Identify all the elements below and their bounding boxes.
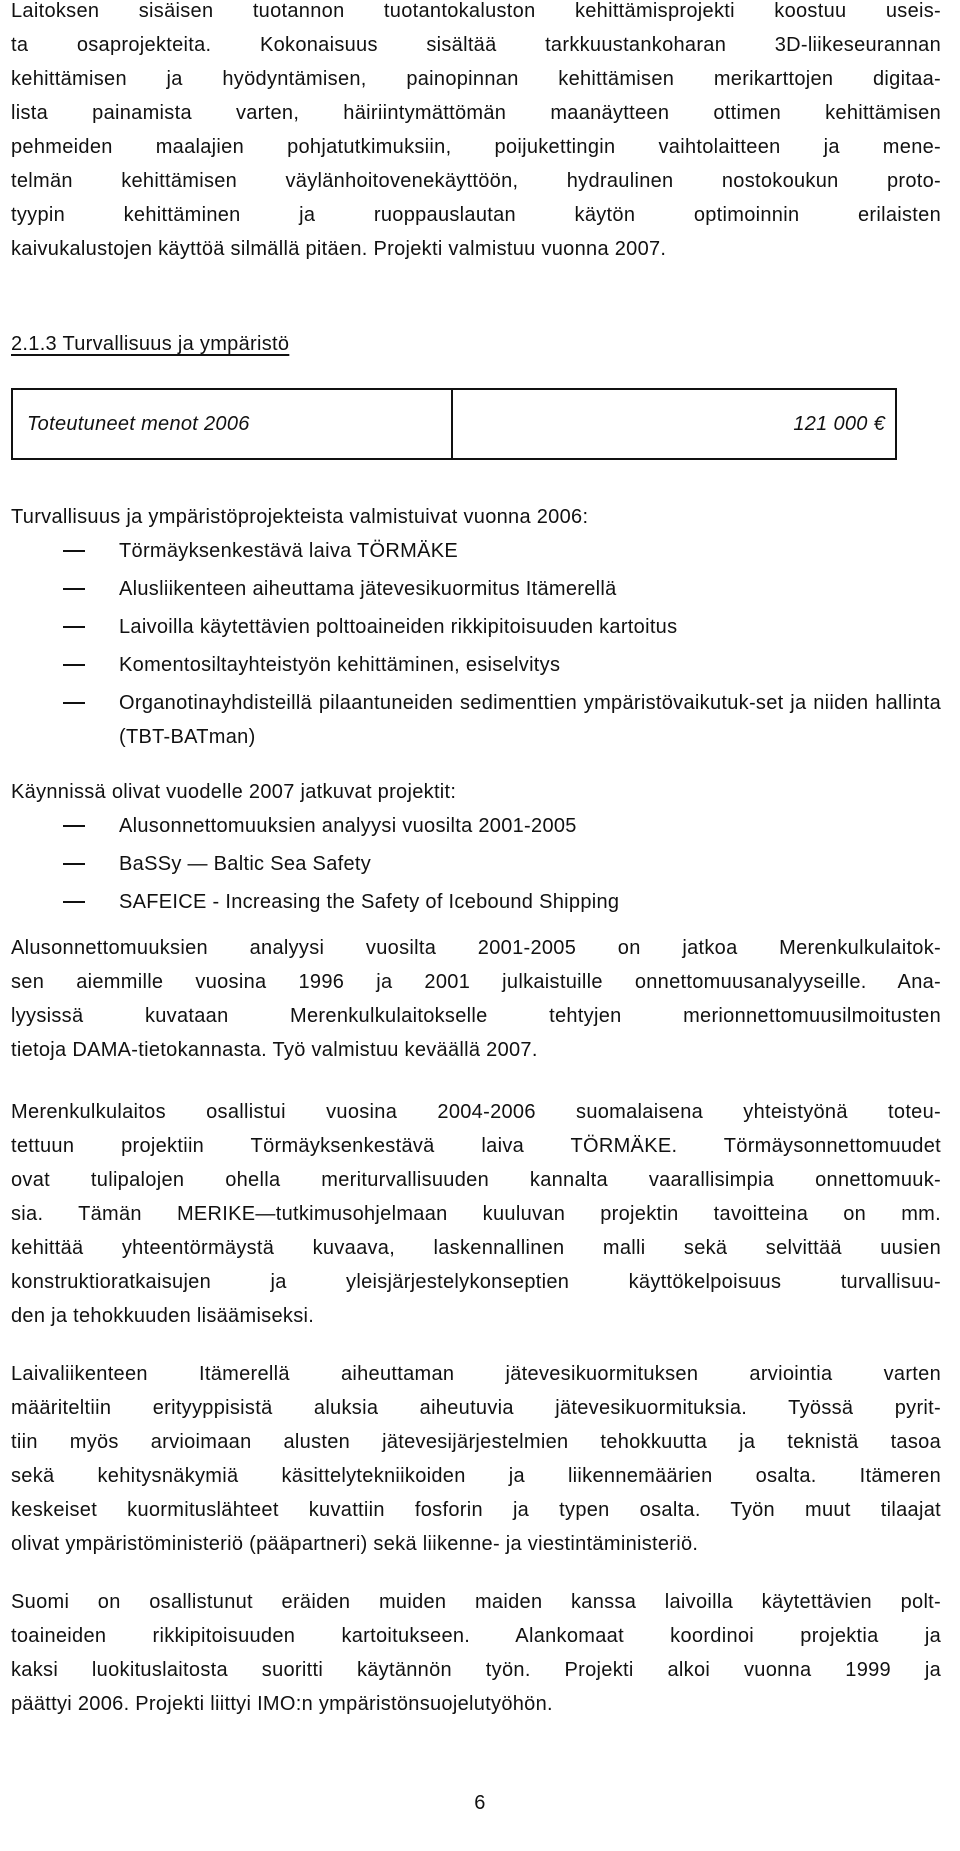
list-item: Laivoilla käytettävien polttoaineiden rikkipitoisuuden kartoitus [11, 610, 941, 644]
paragraph-tormake [11, 1095, 941, 1333]
text-line: määriteltiin erityyppisistä aluksia aiheutuvia jätevesikuormituksia. Työssä pyrit- [11, 1397, 941, 1419]
page-number: 6 [474, 1792, 486, 1814]
text-line: tietoja DAMA-tietokannasta. Työ valmistuu keväällä 2007. [11, 1039, 538, 1061]
text-line: telmän kehittämisen väylänhoitovenekäyttöön, hydraulinen nostokoukun proto- [11, 170, 941, 192]
dash-bullet-icon [63, 901, 85, 903]
text-line: den ja tehokkuuden lisäämiseksi. [11, 1305, 315, 1327]
text-line: konstruktioratkaisujen ja yleisjärjestelykonseptien käyttökelpoisuus turvallisuu- [11, 1271, 941, 1293]
dash-bullet-icon [63, 626, 85, 628]
list-item: Organotinayhdisteillä pilaantuneiden sedimenttien ympäristövaikutuk-set ja niiden hallinta (TBT-BATman) [11, 686, 941, 754]
text-line: ovat tulipalojen ohella meriturvallisuuden kannalta vaarallisimpia onnettomuuk- [11, 1169, 941, 1191]
text-line: keskeiset kuormituslähteet kuvattiin fosforin ja typen osalta. Työn muut tilaajat [11, 1499, 941, 1521]
text-line: tyypin kehittäminen ja ruoppauslautan käytön optimoinnin erilaisten [11, 204, 941, 226]
dash-bullet-icon [63, 825, 85, 827]
cost-label: Toteutuneet menot 2006 [13, 390, 453, 458]
cost-value: 121 000 € [793, 412, 885, 435]
intro-paragraph [11, 0, 941, 266]
list-item: Alusonnettomuuksien analyysi vuosilta 2001-2005 [11, 809, 941, 843]
text-line: sia. Tämän MERIKE—tutkimusohjelmaan kuuluvan projektin tavoitteina on mm. [11, 1203, 941, 1225]
dash-bullet-icon [63, 664, 85, 666]
dash-bullet-icon [63, 588, 85, 590]
text-line: Suomi on osallistunut eräiden muiden maiden kanssa laivoilla käytettävien polt- [11, 1591, 941, 1613]
text-line: lista painamista varten, häiriintymättömän maanäytteen ottimen kehittämisen [11, 102, 941, 124]
list-item: SAFEICE - Increasing the Safety of Icebound Shipping [11, 885, 941, 919]
text-line: kehittämisen ja hyödyntämisen, painopinnan kehittämisen merikarttojen digitaa- [11, 68, 941, 90]
section-heading: 2.1.3 Turvallisuus ja ympäristö [11, 333, 290, 355]
text-line: pehmeiden maalajien pohjatutkimuksiin, poijukettingin vaihtolaitteen ja mene- [11, 136, 941, 158]
text-line: lyysissä kuvataan Merenkulkulaitokselle tehtyjen merionnettomuusilmoitusten [11, 1005, 941, 1027]
cost-table [11, 388, 897, 460]
completed-projects [11, 500, 941, 758]
text-line: sekä kehitysnäkymiä käsittelytekniikoiden ja liikennemäärien osalta. Itämeren [11, 1465, 941, 1487]
list-item: Törmäyksenkestävä laiva TÖRMÄKE [11, 534, 941, 568]
list-item: Komentosiltayhteistyön kehittäminen, esiselvitys [11, 648, 941, 682]
text-line: ta osaprojekteita. Kokonaisuus sisältää tarkkuustankoharan 3D-liikeseurannan [11, 34, 941, 56]
text-line: päättyi 2006. Projekti liittyi IMO:n ympäristönsuojelutyöhön. [11, 1693, 553, 1715]
list-item: BaSSy — Baltic Sea Safety [11, 847, 941, 881]
list-item: Alusliikenteen aiheuttama jätevesikuormitus Itämerellä [11, 572, 941, 606]
dash-bullet-icon [63, 550, 85, 552]
text-line: sen aiemmille vuosina 1996 ja 2001 julkaistuille onnettomuusanalyyseille. Ana- [11, 971, 941, 993]
dash-bullet-icon [63, 702, 85, 704]
text-line: tettuun projektiin Törmäyksenkestävä laiva TÖRMÄKE. Törmäysonnettomuudet [11, 1135, 941, 1157]
ongoing-intro: Käynnissä olivat vuodelle 2007 jatkuvat projektit: [11, 781, 457, 803]
paragraph-analysis [11, 931, 941, 1067]
text-line: Alusonnettomuuksien analyysi vuosilta 2001-2005 on jatkoa Merenkulkulaitok- [11, 937, 941, 959]
dash-bullet-icon [63, 863, 85, 865]
text-line: kaksi luokituslaitosta suoritti käytännön työn. Projekti alkoi vuonna 1999 ja [11, 1659, 941, 1681]
text-line: tiin myös arvioimaan alusten jätevesijärjestelmien tehokkuutta ja teknistä tasoa [11, 1431, 941, 1453]
ongoing-projects [11, 775, 941, 923]
paragraph-wastewater [11, 1357, 941, 1561]
paragraph-sulphur [11, 1585, 941, 1721]
text-line: Laitoksen sisäisen tuotannon tuotantokaluston kehittämisprojekti koostuu useis- [11, 0, 941, 22]
text-line: toaineiden rikkipitoisuuden kartoitukseen. Alankomaat koordinoi projektia ja [11, 1625, 941, 1647]
text-line: Laivaliikenteen Itämerellä aiheuttaman jätevesikuormituksen arviointia varten [11, 1363, 941, 1385]
completed-intro: Turvallisuus ja ympäristöprojekteista valmistuivat vuonna 2006: [11, 506, 589, 528]
text-line: olivat ympäristöministeriö (pääpartneri) sekä liikenne- ja viestintäministeriö. [11, 1533, 699, 1555]
text-line: kehittää yhteentörmäystä kuvaava, laskennallinen malli sekä selvittää uusien [11, 1237, 941, 1259]
text-line: kaivukalustojen käyttöä silmällä pitäen. Projekti valmistuu vuonna 2007. [11, 238, 667, 260]
text-line: Merenkulkulaitos osallistui vuosina 2004-2006 suomalaisena yhteistyönä toteu- [11, 1101, 941, 1123]
